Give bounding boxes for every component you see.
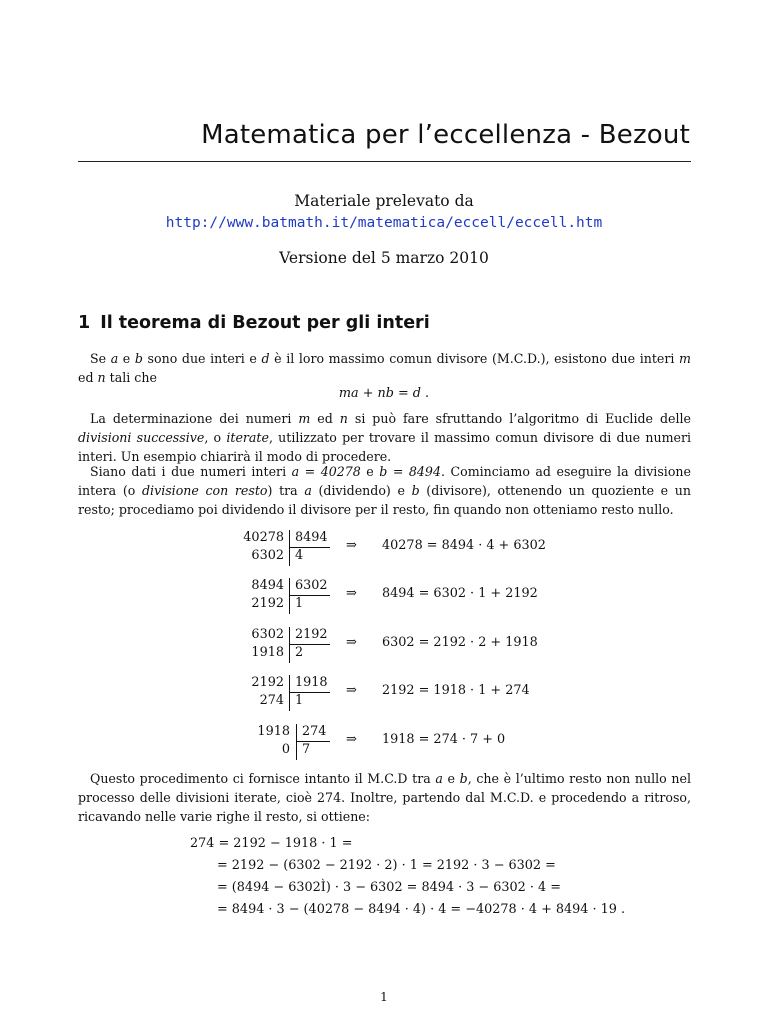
division-step (232, 673, 562, 713)
division-divisor: 6302 (295, 578, 328, 593)
division-equation: 1918 = 274 · 7 + 0 (382, 732, 506, 747)
source-label: Materiale prelevato da (294, 192, 474, 210)
implies-arrow: ⇒ (346, 683, 357, 698)
derivation-line: = 8494 · 3 − (40278 − 8494 · 4) · 4 = −40278 · 4 + 8494 · 19 . (217, 902, 626, 917)
bezout-identity-equation: ma + nb = d . (338, 386, 430, 401)
division-remainder: 0 (281, 742, 290, 757)
division-dividend: 6302 (251, 627, 284, 642)
division-quotient: 4 (295, 548, 304, 563)
implies-arrow: ⇒ (346, 635, 357, 650)
division-quotient: 1 (295, 596, 304, 611)
division-horizontal-bar (289, 547, 330, 548)
division-vertical-bar (289, 578, 290, 614)
division-dividend: 2192 (251, 675, 284, 690)
division-horizontal-bar (296, 741, 330, 742)
division-vertical-bar (289, 530, 290, 566)
section-title-text: Il teorema di Bezout per gli interi (100, 313, 430, 333)
division-equation: 8494 = 6302 · 1 + 2192 (382, 586, 538, 601)
division-remainder: 274 (259, 693, 284, 708)
division-horizontal-bar (289, 692, 330, 693)
division-step (232, 576, 562, 616)
division-divisor: 274 (302, 724, 327, 739)
derivation-line: 274 = 2192 − 1918 · 1 = (190, 836, 353, 851)
division-quotient: 2 (295, 645, 304, 660)
division-remainder: 2192 (251, 596, 284, 611)
division-remainder: 1918 (251, 645, 284, 660)
section-heading (78, 313, 430, 333)
paragraph-example: Siano dati i due numeri interi a = 40278 e b = 8494. Cominciamo ad eseguire la divisione intera (o divisione con resto) tra a (dividendo) e b (divisore), ottenendo un quoziente e un resto; procediamo poi dividendo il divisore per il resto, fin quando non otteniamo resto nullo. (78, 464, 692, 518)
derivation-line: = 2192 − (6302 − 2192 · 2) · 1 = 2192 · 3 − 6302 = (217, 858, 556, 873)
division-quotient: 1 (295, 693, 304, 708)
derivation-line: = (8494 − 6302Ì) · 3 − 6302 = 8494 · 3 − 6302 · 4 = (217, 880, 561, 895)
version-date: Versione del 5 marzo 2010 (279, 249, 489, 267)
division-horizontal-bar (289, 644, 330, 645)
division-divisor: 1918 (295, 675, 328, 690)
title-rule (78, 161, 691, 162)
division-equation: 2192 = 1918 · 1 + 274 (382, 683, 530, 698)
implies-arrow: ⇒ (346, 586, 357, 601)
paragraph-conclusion: Questo procedimento ci fornisce intanto il M.C.D tra a e b, che è l’ultimo resto non nullo nel processo delle divisioni iterate, cioè 274. Inoltre, partendo dal M.C.D. e procedendo a ritroso, ricavando nelle varie righe il resto, si ottiene: (78, 771, 691, 825)
division-dividend: 8494 (251, 578, 284, 593)
division-vertical-bar (289, 627, 290, 663)
division-equation: 6302 = 2192 · 2 + 1918 (382, 635, 538, 650)
division-horizontal-bar (289, 595, 330, 596)
page-number: 1 (380, 990, 388, 1004)
source-url-link[interactable]: http://www.batmath.it/matematica/eccell/eccell.htm (165, 215, 603, 231)
division-divisor: 8494 (295, 530, 328, 545)
implies-arrow: ⇒ (346, 538, 357, 553)
division-equation: 40278 = 8494 · 4 + 6302 (382, 538, 546, 553)
division-vertical-bar (296, 724, 297, 760)
implies-arrow: ⇒ (346, 732, 357, 747)
section-number: 1 (78, 313, 91, 333)
paragraph-theorem: Se a e b sono due interi e d è il loro massimo comun divisore (M.C.D.), esistono due interi m ed n tali che (78, 351, 691, 386)
division-dividend: 1918 (257, 724, 290, 739)
division-vertical-bar (289, 675, 290, 711)
document-title: Matematica per l’eccellenza - Bezout (201, 120, 690, 150)
division-divisor: 2192 (295, 627, 328, 642)
paragraph-method: La determinazione dei numeri m ed n si può fare sfruttando l’algoritmo di Euclide delle divisioni successive, o iterate, utilizzato per trovare il massimo comun divisore di due numeri interi. Un esempio chiarirà il modo di procedere. (78, 411, 692, 465)
division-step (232, 528, 562, 568)
division-step (232, 625, 562, 665)
division-quotient: 7 (302, 742, 311, 757)
division-dividend: 40278 (243, 530, 284, 545)
division-remainder: 6302 (251, 548, 284, 563)
division-step (232, 722, 562, 762)
